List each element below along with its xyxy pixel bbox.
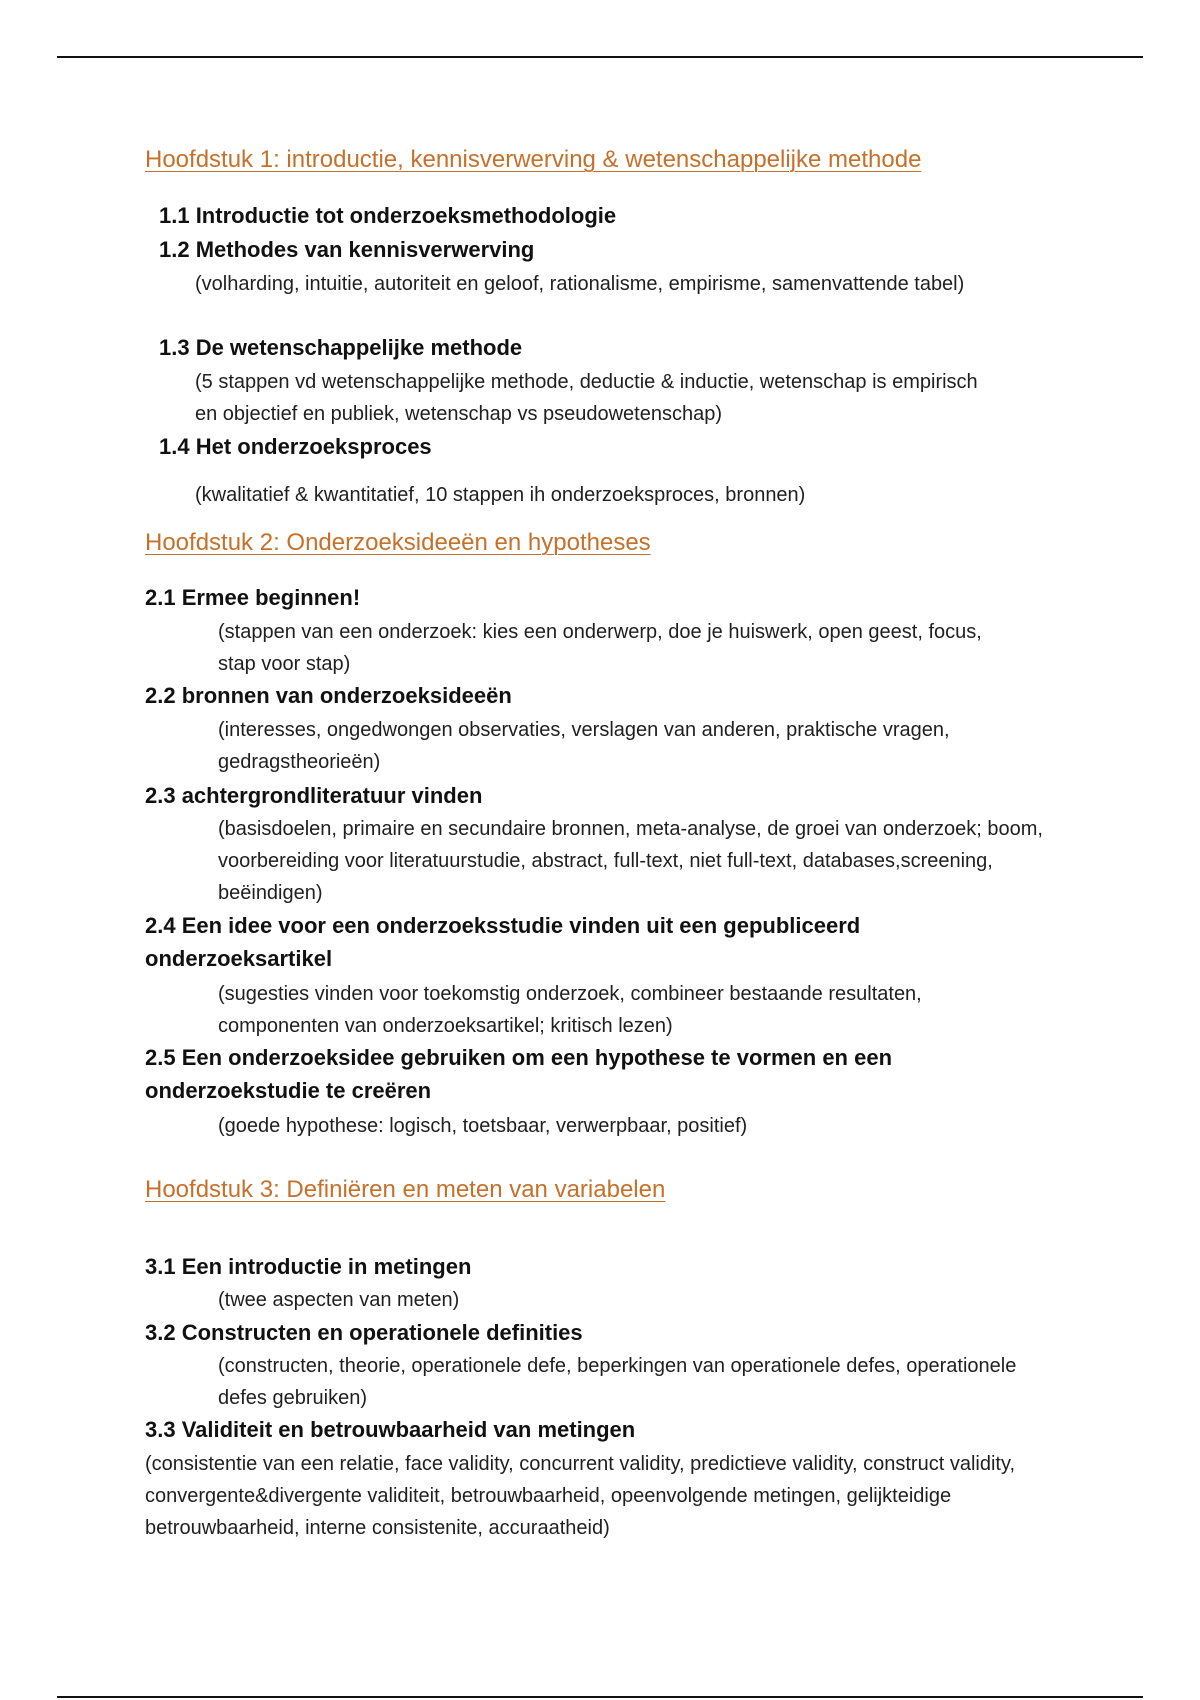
chapter-3-title: Hoofdstuk 3: Definiëren en meten van variabelen	[145, 1176, 666, 1203]
section-1-4-heading: 1.4 Het onderzoeksproces	[159, 434, 432, 459]
section-2-2-heading: 2.2 bronnen van onderzoeksideeën	[145, 683, 512, 708]
section-2-5-heading: 2.5 Een onderzoeksidee gebruiken om een hypothese te vormen en een onderzoekstudie te creëren	[145, 1045, 893, 1103]
section-2-2-desc: (interesses, ongedwongen observaties, verslagen van anderen, praktische vragen, gedragstheorieën)	[218, 719, 950, 773]
bottom-rule	[57, 1696, 1143, 1698]
chapter-2-title: Hoofdstuk 2: Onderzoeksideeën en hypotheses	[145, 529, 651, 556]
section-3-2-heading: 3.2 Constructen en operationele definities	[145, 1320, 583, 1345]
section-1-4-desc: (kwalitatief & kwantitatief, 10 stappen ih onderzoeksproces, bronnen)	[195, 484, 806, 506]
section-2-3-desc: (basisdoelen, primaire en secundaire bronnen, meta-analyse, de groei van onderzoek; boom, voorbereiding voor literatuurstudie, abstract, full-text, niet full-text, databases,screening, beëindigen)	[218, 818, 1043, 904]
section-3-1-desc: (twee aspecten van meten)	[218, 1289, 460, 1311]
section-1-3-heading: 1.3 De wetenschappelijke methode	[159, 335, 523, 360]
section-2-5-desc: (goede hypothese: logisch, toetsbaar, verwerpbaar, positief)	[218, 1115, 748, 1137]
section-2-4-heading: 2.4 Een idee voor een onderzoeksstudie vinden uit een gepubliceerd onderzoeksartikel	[145, 913, 861, 971]
section-3-3-desc: (consistentie van een relatie, face validity, concurrent validity, predictieve validity, construct validity, convergente&divergente validiteit, betrouwbaarheid, opeenvolgende metingen, gelijkteidige betrouwbaarheid, interne consistenite, accuraatheid)	[145, 1453, 1016, 1539]
section-2-1-desc: (stappen van een onderzoek: kies een onderwerp, doe je huiswerk, open geest, focus, stap voor stap)	[218, 621, 982, 675]
section-1-3-desc: (5 stappen vd wetenschappelijke methode, deductie & inductie, wetenschap is empirisch en objectief en publiek, wetenschap vs pseudowetenschap)	[195, 371, 978, 425]
section-1-2-desc: (volharding, intuitie, autoriteit en geloof, rationalisme, empirisme, samenvattende tabel)	[195, 273, 965, 295]
section-1-1-heading: 1.1 Introductie tot onderzoeksmethodologie	[159, 203, 617, 228]
section-3-1-heading: 3.1 Een introductie in metingen	[145, 1254, 472, 1279]
chapter-1-title: Hoofdstuk 1: introductie, kennisverwerving & wetenschappelijke methode	[145, 146, 922, 173]
section-3-2-desc: (constructen, theorie, operationele defe, beperkingen van operationele defes, operationele defes gebruiken)	[218, 1355, 1017, 1409]
section-3-3-heading: 3.3 Validiteit en betrouwbaarheid van metingen	[145, 1417, 636, 1442]
top-rule	[57, 56, 1143, 58]
section-2-4-desc: (sugesties vinden voor toekomstig onderzoek, combineer bestaande resultaten, componenten van onderzoeksartikel; kritisch lezen)	[218, 983, 922, 1037]
section-2-3-heading: 2.3 achtergrondliteratuur vinden	[145, 783, 483, 808]
section-1-2-heading: 1.2 Methodes van kennisverwerving	[159, 237, 535, 262]
section-2-1-heading: 2.1 Ermee beginnen!	[145, 585, 361, 610]
